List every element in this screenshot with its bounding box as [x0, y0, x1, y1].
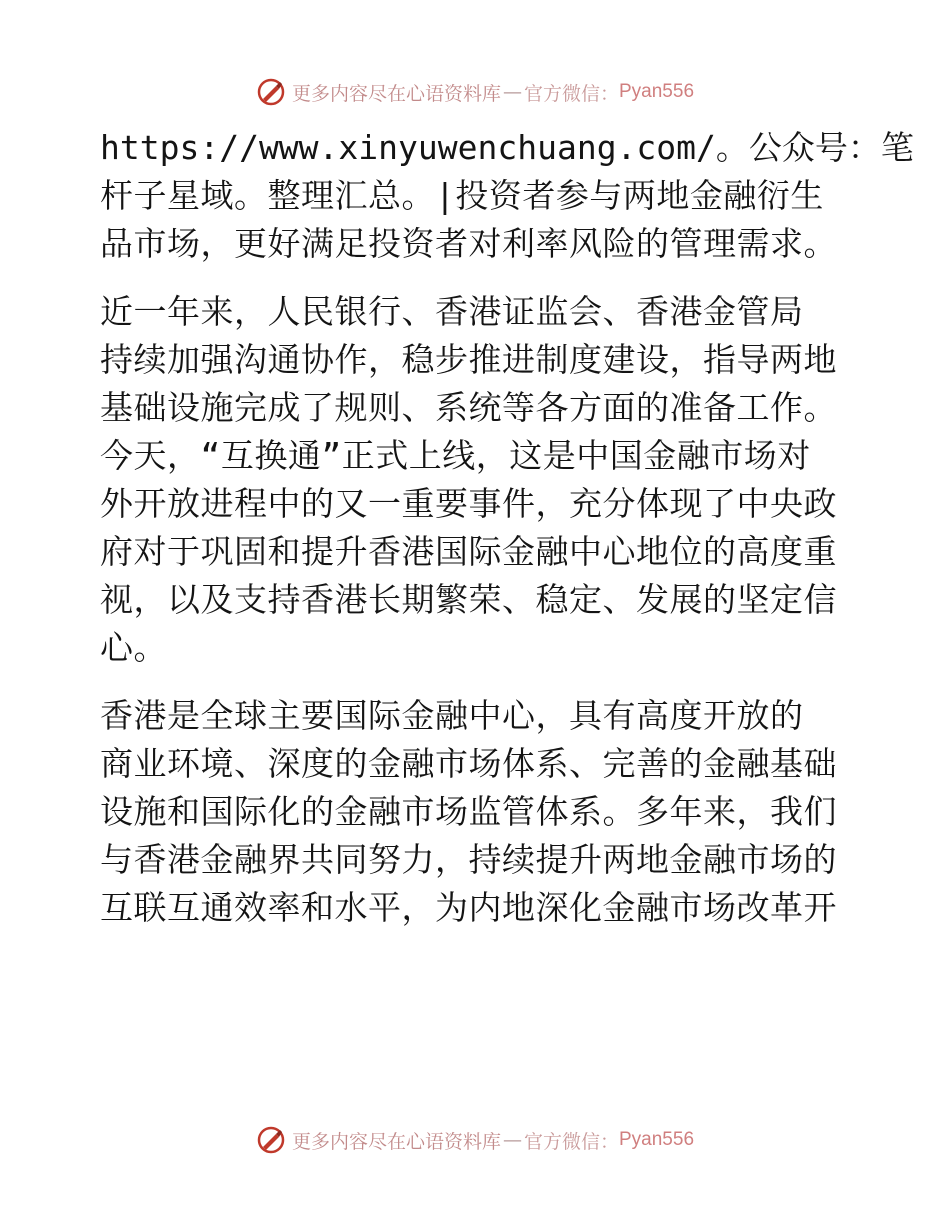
- text-line: 近一年来，人民银行、香港证监会、香港金管局: [100, 292, 804, 331]
- banner-wechat-label: 官方微信：: [523, 1130, 619, 1153]
- text-line: 设施和国际化的金融市场监管体系。多年来，我们: [100, 792, 837, 831]
- pen-logo-icon: [256, 77, 286, 107]
- paragraph-3: [100, 692, 860, 932]
- text-line: 香港是全球主要国际金融中心，具有高度开放的: [100, 696, 804, 735]
- banner-wechat-label: 官方微信：: [523, 82, 619, 105]
- pen-logo-icon: [256, 1125, 286, 1155]
- banner-wechat-id: Pyan556: [619, 81, 695, 102]
- text-line: 基础设施完成了规则、系统等各方面的准备工作。: [100, 388, 837, 427]
- banner-main-text: 更多内容尽在心语资料库: [291, 82, 501, 105]
- header-watermark-banner: [0, 72, 950, 112]
- paragraph-1: [100, 124, 914, 268]
- text-line: 与香港金融界共同努力，持续提升两地金融市场的: [100, 840, 837, 879]
- text-line: 视，以及支持香港长期繁荣、稳定、发展的坚定信: [100, 580, 837, 619]
- text-line: 持续加强沟通协作，稳步推进制度建设，指导两地: [100, 340, 837, 379]
- text-line: 品市场，更好满足投资者对利率风险的管理需求。: [100, 224, 837, 263]
- text-line: 心。: [100, 628, 167, 667]
- footer-watermark-banner: [0, 1120, 950, 1160]
- banner-wechat-id: Pyan556: [619, 1129, 695, 1150]
- text-line: 杆子星域。整理汇总。|投资者参与两地金融衍生: [100, 176, 824, 215]
- banner-main-text: 更多内容尽在心语资料库: [291, 1130, 501, 1153]
- text-line: 商业环境、深度的金融市场体系、完善的金融基础: [100, 744, 837, 783]
- paragraph-2: [100, 288, 860, 672]
- text-line: 互联互通效率和水平，为内地深化金融市场改革开: [100, 888, 837, 927]
- text-line: 外开放进程中的又一重要事件，充分体现了中央政: [100, 484, 837, 523]
- banner-dash: —: [502, 81, 522, 103]
- banner-dash: —: [502, 1129, 522, 1151]
- text-line: 今天，“互换通”正式上线，这是中国金融市场对: [100, 436, 811, 475]
- document-body: [100, 124, 914, 932]
- text-line: https://www.xinyuwenchuang.com/。公众号：笔: [100, 128, 914, 167]
- text-line: 府对于巩固和提升香港国际金融中心地位的高度重: [100, 532, 837, 571]
